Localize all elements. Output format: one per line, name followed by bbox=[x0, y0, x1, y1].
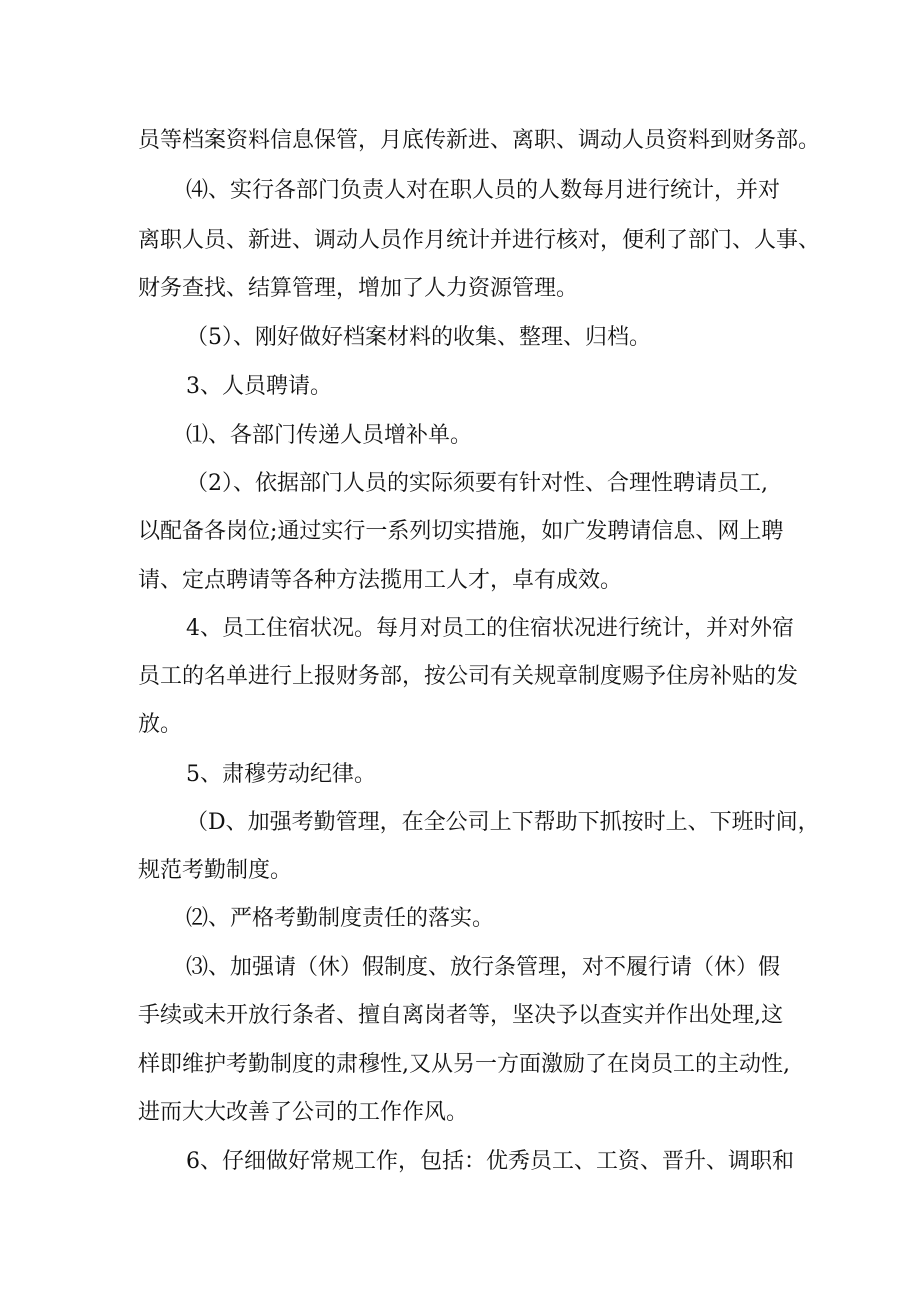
text-line: ⑶、加强请（休）假制度、放行条管理，对不履行请（休）假 bbox=[186, 955, 781, 980]
text-line: 3、人员聘请。 bbox=[186, 374, 332, 399]
text-line: ⑵、严格考勤制度责任的落实。 bbox=[186, 906, 495, 931]
text-line: 6、仔细做好常规工作，包括：优秀员工、工资、晋升、调职和 bbox=[186, 1149, 794, 1174]
text-line: （2）、依据部门人员的实际须要有针对性、合理性聘请员工, bbox=[186, 471, 768, 496]
text-line: 请、定点聘请等各种方法揽用工人才，卓有成效。 bbox=[138, 568, 623, 593]
text-line: 4、员工住宿状况。每月对员工的住宿状况进行统计，并对外宿 bbox=[186, 616, 794, 641]
text-line: （5）、刚好做好档案材料的收集、整理、归档。 bbox=[186, 325, 651, 350]
text-line: 员工的名单进行上报财务部，按公司有关规章制度赐予住房补贴的发 bbox=[138, 664, 799, 689]
text-line: 财务查找、结算管理，增加了人力资源管理。 bbox=[138, 276, 579, 301]
text-line: 样即维护考勤制度的肃穆性,又从另一方面激励了在岗员工的主动性, bbox=[138, 1052, 790, 1077]
text-line: 离职人员、新进、调动人员作月统计并进行核对，便利了部门、人事、 bbox=[138, 228, 821, 253]
text-line: 进而大大改善了公司的工作作风。 bbox=[138, 1100, 469, 1125]
text-line: 以配备各岗位;通过实行一系列切实措施，如广发聘请信息、网上聘 bbox=[138, 519, 784, 544]
text-line: 放。 bbox=[138, 712, 183, 737]
text-line: 规范考勤制度。 bbox=[138, 858, 293, 883]
text-line: （D、加强考勤管理，在全公司上下帮助下抓按时上、下班时间， bbox=[186, 810, 820, 835]
text-line: ⑷、实行各部门负责人对在职人员的人数每月进行统计，并对 bbox=[186, 178, 781, 203]
text-line: 5、肃穆劳动纪律。 bbox=[186, 762, 376, 787]
text-line: 手续或未开放行条者、擅自离岗者等，坚决予以查实并作出处理,这 bbox=[138, 1003, 783, 1028]
text-line: 员等档案资料信息保管，月底传新进、离职、调动人员资料到财务部。 bbox=[138, 128, 821, 153]
text-line: ⑴、各部门传递人员增补单。 bbox=[186, 423, 473, 448]
